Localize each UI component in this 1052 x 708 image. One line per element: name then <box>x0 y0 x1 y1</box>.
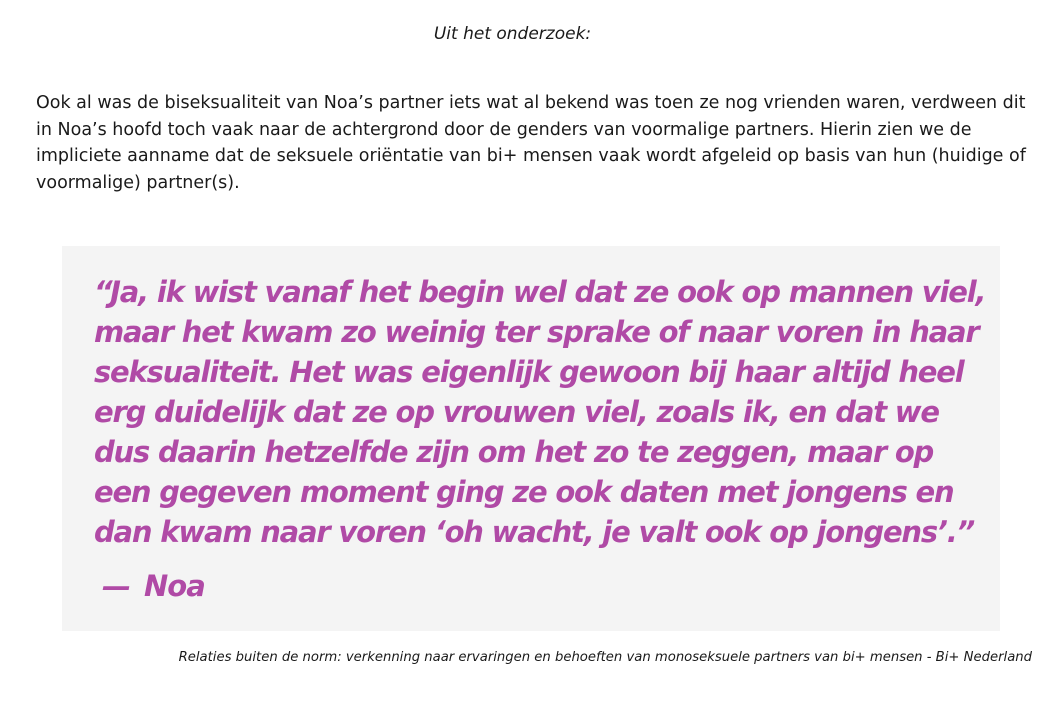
quote-attribution <box>102 566 205 606</box>
attribution-author: Noa <box>144 569 205 603</box>
quote-paragraph: “Ja, ik wist vanaf het begin wel dat ze ook op mannen viel, maar het kwam zo weinig ter sprake of naar voren in haar seksualiteit. Het was eigenlijk gewoon bij haar altijd heel erg duidelijk dat ze op vrouwen viel, zoals ik, en dat we dus daarin hetzelfde zijn om het zo te zeggen, maar op een gegeven moment ging ze ook daten met jongens en dan kwam naar voren ‘oh wacht, je valt ook op jongens’.” <box>94 275 986 549</box>
quote-block <box>62 246 1000 631</box>
attribution-dash: — <box>102 569 130 603</box>
source-caption: Relaties buiten de norm: verkenning naar ervaringen en behoeften van monoseksuele partners van bi+ mensen - Bi+ Nederland <box>178 650 1032 665</box>
section-heading: Uit het onderzoek: <box>433 24 592 44</box>
intro-paragraph <box>36 90 1036 196</box>
intro-paragraph-text: Ook al was de biseksualiteit van Noa’s partner iets wat al bekend was toen ze nog vrienden waren, verdween dit in Noa’s hoofd toch vaak naar de achtergrond door de genders van voormalige partners. Hierin zien we de impliciete aanname dat de seksuele oriëntatie van bi+ mensen vaak wordt afgeleid op basis van hun (huidige of voormalige) partner(s). <box>36 93 1026 193</box>
quote-text <box>94 272 994 552</box>
